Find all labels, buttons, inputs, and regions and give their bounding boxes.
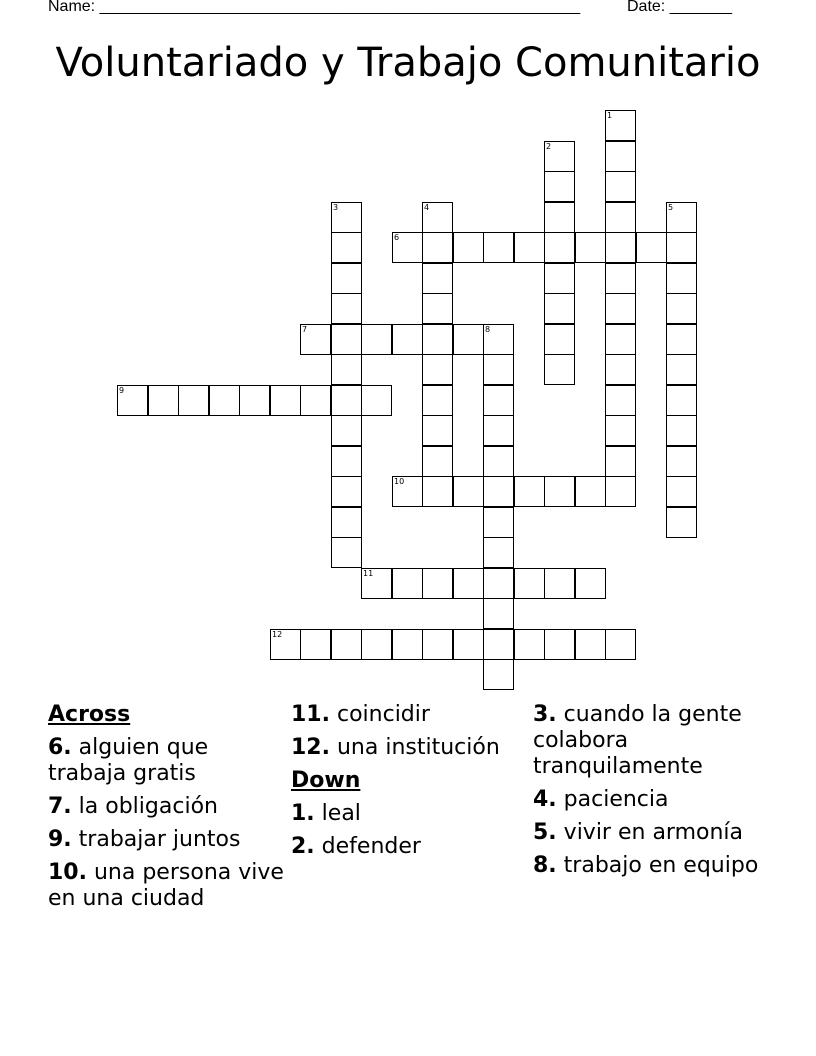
clue-text: defender — [321, 834, 421, 859]
grid-cell[interactable] — [392, 232, 423, 263]
grid-cell[interactable] — [666, 324, 697, 355]
grid-cell[interactable] — [483, 446, 514, 477]
date-field[interactable]: Date: _______ — [627, 0, 732, 15]
grid-cell[interactable] — [270, 385, 301, 416]
clue-text: una institución — [336, 735, 500, 760]
grid-cell[interactable] — [483, 629, 514, 660]
cell-number: 7 — [302, 325, 308, 334]
clue-across-7 — [48, 794, 284, 820]
grid-cell[interactable] — [575, 629, 606, 660]
clue-down-8 — [533, 853, 769, 879]
grid-cell[interactable] — [483, 232, 514, 263]
clue-number: 3. — [533, 702, 557, 727]
grid-cell[interactable] — [331, 507, 362, 538]
grid-cell[interactable] — [544, 568, 575, 599]
grid-cell[interactable] — [483, 324, 514, 355]
clue-number: 8. — [533, 853, 557, 878]
grid-cell[interactable] — [544, 141, 575, 172]
clue-down-1 — [291, 801, 527, 827]
grid-cell[interactable] — [605, 324, 636, 355]
clue-number: 12. — [291, 735, 330, 760]
grid-cell[interactable] — [422, 263, 453, 294]
grid-cell[interactable] — [544, 263, 575, 294]
cell-number: 4 — [424, 203, 430, 212]
grid-cell[interactable] — [605, 141, 636, 172]
clue-down-4 — [533, 787, 769, 813]
across-heading: Across — [48, 702, 131, 727]
grid-cell[interactable] — [575, 568, 606, 599]
grid-cell[interactable] — [605, 446, 636, 477]
grid-cell[interactable] — [483, 415, 514, 446]
clue-column-3 — [533, 702, 769, 886]
grid-cell[interactable] — [422, 324, 453, 355]
clue-number: 7. — [48, 794, 72, 819]
grid-cell[interactable] — [422, 385, 453, 416]
grid-cell[interactable] — [605, 415, 636, 446]
clue-number: 9. — [48, 827, 72, 852]
grid-cell[interactable] — [483, 476, 514, 507]
cell-number: 2 — [546, 142, 552, 151]
clue-across-12 — [291, 735, 527, 761]
grid-cell[interactable] — [422, 232, 453, 263]
clue-across-6 — [48, 735, 284, 787]
grid-cell[interactable] — [453, 324, 484, 355]
grid-cell[interactable] — [666, 476, 697, 507]
grid-cell[interactable] — [331, 629, 362, 660]
clue-number: 5. — [533, 820, 557, 845]
grid-cell[interactable] — [605, 354, 636, 385]
grid-cell[interactable] — [331, 324, 362, 355]
grid-cell[interactable] — [605, 171, 636, 202]
grid-cell[interactable] — [331, 476, 362, 507]
clue-text: trabajar juntos — [78, 827, 241, 852]
grid-cell[interactable] — [666, 232, 697, 263]
clue-down-2 — [291, 834, 527, 860]
clue-text: trabajo en equipo — [563, 853, 759, 878]
grid-cell[interactable] — [666, 507, 697, 538]
grid-cell[interactable] — [483, 598, 514, 629]
grid-cell[interactable] — [605, 232, 636, 263]
clue-column-1 — [48, 702, 284, 919]
grid-cell[interactable] — [666, 202, 697, 233]
grid-cell[interactable] — [361, 324, 392, 355]
grid-cell[interactable] — [148, 385, 179, 416]
cell-number: 6 — [394, 233, 400, 242]
clue-down-3 — [533, 702, 769, 780]
grid-cell[interactable] — [605, 629, 636, 660]
cell-number: 12 — [272, 630, 283, 639]
grid-cell[interactable] — [331, 537, 362, 568]
clue-down-5 — [533, 820, 769, 846]
grid-cell[interactable] — [453, 568, 484, 599]
grid-cell[interactable] — [331, 293, 362, 324]
clue-text: una persona vive en una ciudad — [48, 860, 284, 911]
grid-cell[interactable] — [483, 537, 514, 568]
grid-cell[interactable] — [422, 446, 453, 477]
grid-cell[interactable] — [636, 232, 667, 263]
grid-cell[interactable] — [514, 476, 545, 507]
grid-cell[interactable] — [239, 385, 270, 416]
grid-cell[interactable] — [209, 385, 240, 416]
grid-cell[interactable] — [331, 232, 362, 263]
clue-number: 4. — [533, 787, 557, 812]
grid-cell[interactable] — [666, 263, 697, 294]
grid-cell[interactable] — [605, 293, 636, 324]
grid-cell[interactable] — [422, 293, 453, 324]
grid-cell[interactable] — [392, 568, 423, 599]
clue-text: la obligación — [78, 794, 218, 819]
clue-across-9 — [48, 827, 284, 853]
grid-cell[interactable] — [422, 629, 453, 660]
grid-cell[interactable] — [483, 385, 514, 416]
grid-cell[interactable] — [483, 354, 514, 385]
clue-number: 10. — [48, 860, 87, 885]
grid-cell[interactable] — [453, 629, 484, 660]
grid-cell[interactable] — [544, 293, 575, 324]
grid-cell[interactable] — [422, 568, 453, 599]
grid-cell[interactable] — [605, 110, 636, 141]
grid-cell[interactable] — [270, 629, 301, 660]
grid-cell[interactable] — [514, 232, 545, 263]
grid-cell[interactable] — [361, 629, 392, 660]
grid-cell[interactable] — [178, 385, 209, 416]
grid-cell[interactable] — [544, 354, 575, 385]
grid-cell[interactable] — [544, 476, 575, 507]
grid-cell[interactable] — [392, 629, 423, 660]
grid-cell[interactable] — [392, 476, 423, 507]
grid-cell[interactable] — [331, 354, 362, 385]
grid-cell[interactable] — [605, 263, 636, 294]
grid-cell[interactable] — [422, 415, 453, 446]
grid-cell[interactable] — [422, 354, 453, 385]
grid-cell[interactable] — [666, 293, 697, 324]
grid-cell[interactable] — [544, 324, 575, 355]
cell-number: 3 — [333, 203, 339, 212]
clue-number: 11. — [291, 702, 330, 727]
grid-cell[interactable] — [331, 385, 362, 416]
down-heading: Down — [291, 768, 361, 793]
grid-cell[interactable] — [483, 659, 514, 690]
clue-text: vivir en armonía — [563, 820, 744, 845]
grid-cell[interactable] — [575, 476, 606, 507]
clue-number: 1. — [291, 801, 315, 826]
clue-text: cuando la gente colabora tranquilamente — [533, 702, 742, 779]
grid-cell[interactable] — [331, 202, 362, 233]
grid-cell[interactable] — [666, 415, 697, 446]
cell-number: 9 — [119, 386, 125, 395]
grid-cell[interactable] — [361, 385, 392, 416]
cell-number: 10 — [394, 477, 405, 486]
grid-cell[interactable] — [331, 415, 362, 446]
grid-cell[interactable] — [605, 476, 636, 507]
grid-cell[interactable] — [392, 324, 423, 355]
clue-text: paciencia — [563, 787, 669, 812]
grid-cell[interactable] — [422, 202, 453, 233]
clue-column-2 — [291, 702, 527, 867]
grid-cell[interactable] — [453, 232, 484, 263]
grid-cell[interactable] — [544, 232, 575, 263]
clue-number: 2. — [291, 834, 315, 859]
grid-cell[interactable] — [605, 385, 636, 416]
clue-across-11 — [291, 702, 527, 728]
grid-cell[interactable] — [422, 476, 453, 507]
clue-number: 6. — [48, 735, 72, 760]
grid-cell[interactable] — [666, 446, 697, 477]
grid-cell[interactable] — [544, 171, 575, 202]
cell-number: 1 — [607, 111, 613, 120]
grid-cell[interactable] — [666, 385, 697, 416]
grid-cell[interactable] — [544, 629, 575, 660]
grid-cell[interactable] — [514, 568, 545, 599]
grid-cell[interactable] — [331, 263, 362, 294]
grid-cell[interactable] — [666, 354, 697, 385]
clue-text: coincidir — [336, 702, 430, 727]
grid-cell[interactable] — [453, 476, 484, 507]
grid-cell[interactable] — [300, 324, 331, 355]
grid-cell[interactable] — [575, 232, 606, 263]
grid-cell[interactable] — [117, 385, 148, 416]
cell-number: 11 — [363, 569, 374, 578]
cell-number: 8 — [485, 325, 491, 334]
clue-text: alguien que trabaja gratis — [48, 735, 209, 786]
page-title: Voluntariado y Trabajo Comunitario — [55, 40, 761, 86]
grid-cell[interactable] — [483, 507, 514, 538]
name-field[interactable]: Name: ______________________________________________________ — [48, 0, 581, 15]
grid-cell[interactable] — [361, 568, 392, 599]
cell-number: 5 — [668, 203, 674, 212]
clue-text: leal — [321, 801, 361, 826]
grid-cell[interactable] — [605, 202, 636, 233]
grid-cell[interactable] — [300, 629, 331, 660]
grid-cell[interactable] — [544, 202, 575, 233]
grid-cell[interactable] — [331, 446, 362, 477]
grid-cell[interactable] — [514, 629, 545, 660]
clue-across-10 — [48, 860, 284, 912]
grid-cell[interactable] — [300, 385, 331, 416]
grid-cell[interactable] — [483, 568, 514, 599]
